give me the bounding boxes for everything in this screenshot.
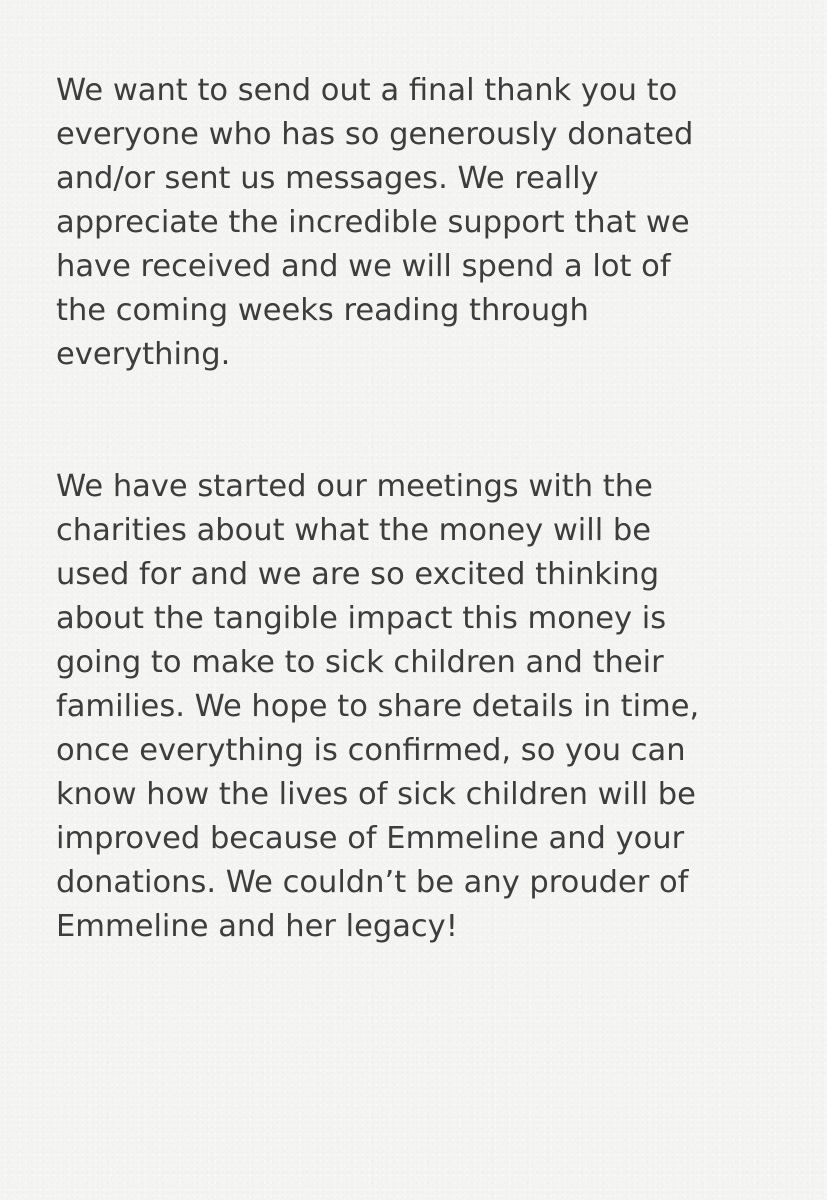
paragraph-thank-you bbox=[56, 69, 796, 377]
text-line: We have started our meetings with the bbox=[56, 469, 653, 504]
text-line: about the tangible impact this money is bbox=[56, 601, 667, 636]
text-line: We want to send out a final thank you to bbox=[56, 73, 678, 108]
text-line: charities about what the money will be bbox=[56, 513, 652, 548]
text-line: the coming weeks reading through bbox=[56, 293, 589, 328]
text-line: appreciate the incredible support that we bbox=[56, 205, 690, 240]
paragraph-spacer bbox=[56, 377, 796, 465]
text-line: Emmeline and her legacy! bbox=[56, 909, 458, 944]
text-line: know how the lives of sick children will be bbox=[56, 777, 696, 812]
paragraph-charities bbox=[56, 465, 796, 949]
text-line: going to make to sick children and their bbox=[56, 645, 664, 680]
text-line: and/or sent us messages. We really bbox=[56, 161, 599, 196]
text-line: used for and we are so excited thinking bbox=[56, 557, 660, 592]
text-line: once everything is confirmed, so you can bbox=[56, 733, 686, 768]
text-line: everything. bbox=[56, 337, 231, 372]
text-line: improved because of Emmeline and your bbox=[56, 821, 685, 856]
note-body bbox=[56, 69, 796, 949]
text-line: have received and we will spend a lot of bbox=[56, 249, 671, 284]
text-line: families. We hope to share details in time, bbox=[56, 689, 700, 724]
text-line: donations. We couldn’t be any prouder of bbox=[56, 865, 689, 900]
text-line: everyone who has so generously donated bbox=[56, 117, 694, 152]
